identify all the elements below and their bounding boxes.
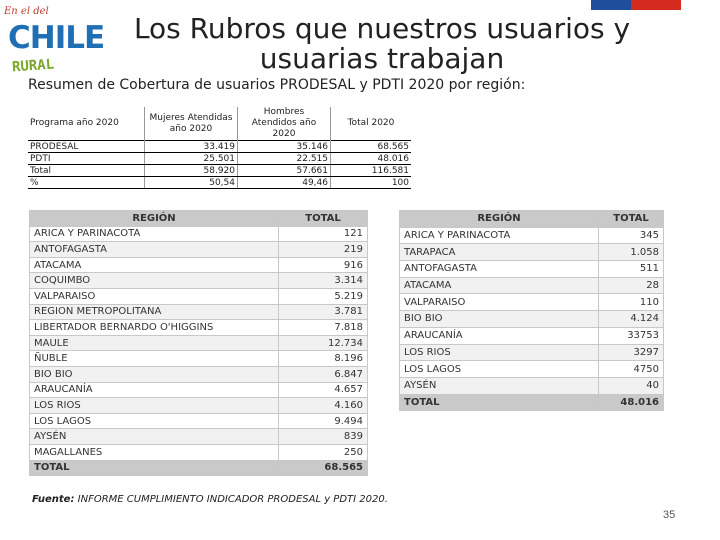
prodesal-total-value: 68.565: [279, 460, 368, 476]
pdti-header-region: REGIÓN: [400, 211, 599, 228]
pdti-region-row-cell: TARAPACA: [400, 244, 599, 261]
source-label: Fuente:: [32, 494, 75, 505]
prodesal-region-row-cell: 9.494: [279, 413, 368, 429]
pdti-region-row: [400, 244, 664, 261]
flag-red-segment: [631, 0, 681, 10]
summary-row-cell: 57.661: [238, 165, 331, 177]
prodesal-region-row-cell: 250: [279, 444, 368, 460]
summary-row-cell: 35.146: [238, 141, 331, 153]
prodesal-region-row-cell: ATACAMA: [30, 257, 279, 273]
summary-row: [28, 153, 411, 165]
prodesal-region-row-cell: MAULE: [30, 335, 279, 351]
prodesal-region-row-cell: LOS RIOS: [30, 398, 279, 414]
summary-row: [28, 165, 411, 177]
summary-row-cell: %: [28, 177, 145, 189]
summary-row-cell: 49,46: [238, 177, 331, 189]
prodesal-region-row-cell: ÑUBLE: [30, 351, 279, 367]
prodesal-region-row: [30, 444, 368, 460]
prodesal-region-row-cell: BIO BIO: [30, 366, 279, 382]
prodesal-region-row: [30, 304, 368, 320]
pdti-region-row-cell: 4.124: [599, 311, 664, 328]
prodesal-region-row-cell: ARICA Y PARINACOTA: [30, 226, 279, 242]
pdti-region-row-cell: 110: [599, 294, 664, 311]
prodesal-region-row-cell: VALPARAISO: [30, 288, 279, 304]
prodesal-region-row-cell: 4.657: [279, 382, 368, 398]
pdti-region-row-cell: ATACAMA: [400, 277, 599, 294]
pdti-region-row-cell: 345: [599, 227, 664, 244]
prodesal-region-row-cell: 6.847: [279, 366, 368, 382]
pdti-region-row: [400, 344, 664, 361]
prodesal-region-table: [29, 210, 368, 476]
logo-sub: RURAL: [11, 56, 55, 76]
prodesal-total-label: TOTAL: [30, 460, 279, 476]
pdti-region-row-cell: AYSÉN: [400, 377, 599, 394]
pdti-region-row-cell: 28: [599, 277, 664, 294]
summary-row-cell: PDTI: [28, 153, 145, 165]
prodesal-region-row: [30, 366, 368, 382]
prodesal-region-row: [30, 398, 368, 414]
pdti-region-row-cell: 3297: [599, 344, 664, 361]
prodesal-region-row: [30, 382, 368, 398]
summary-header-men: Hombres Atendidos año 2020: [238, 107, 331, 141]
prodesal-region-row: [30, 413, 368, 429]
prodesal-region-row: [30, 335, 368, 351]
pdti-region-table: [399, 210, 664, 411]
pdti-region-row: [400, 377, 664, 394]
pdti-region-row: [400, 361, 664, 378]
summary-row-cell: 58.920: [145, 165, 238, 177]
pdti-region-row: [400, 327, 664, 344]
pdti-region-row-cell: 4750: [599, 361, 664, 378]
pdti-region-row-cell: VALPARAISO: [400, 294, 599, 311]
prodesal-region-row-cell: 5.219: [279, 288, 368, 304]
prodesal-region-row: [30, 226, 368, 242]
prodesal-region-row: [30, 273, 368, 289]
prodesal-total-row: [30, 460, 368, 476]
pdti-total-row: [400, 394, 664, 411]
prodesal-region-row-cell: 219: [279, 242, 368, 258]
prodesal-region-row: [30, 320, 368, 336]
page-subtitle: Resumen de Cobertura de usuarios PRODESAL y PDTI 2020 por región:: [28, 77, 526, 93]
source-note: [32, 494, 388, 505]
prodesal-region-row: [30, 351, 368, 367]
prodesal-region-row: [30, 429, 368, 445]
prodesal-region-row: [30, 257, 368, 273]
pdti-region-row-cell: ARAUCANÍA: [400, 327, 599, 344]
prodesal-region-row: [30, 242, 368, 258]
pdti-region-row-cell: LOS LAGOS: [400, 361, 599, 378]
prodesal-region-row-cell: 3.781: [279, 304, 368, 320]
summary-row-cell: 33.419: [145, 141, 238, 153]
prodesal-region-row-cell: 7.818: [279, 320, 368, 336]
pdti-region-row-cell: 33753: [599, 327, 664, 344]
prodesal-region-row-cell: 4.160: [279, 398, 368, 414]
prodesal-region-row-cell: LIBERTADOR BERNARDO O'HIGGINS: [30, 320, 279, 336]
pdti-region-row: [400, 294, 664, 311]
summary-row-cell: 48.016: [331, 153, 412, 165]
prodesal-region-row-cell: ANTOFAGASTA: [30, 242, 279, 258]
flag-blue-segment: [591, 0, 631, 10]
pdti-region-row-cell: 1.058: [599, 244, 664, 261]
pdti-region-row-cell: ANTOFAGASTA: [400, 261, 599, 278]
prodesal-header-row: [30, 211, 368, 227]
prodesal-region-row-cell: REGION METROPOLITANA: [30, 304, 279, 320]
prodesal-region-row-cell: MAGALLANES: [30, 444, 279, 460]
summary-row: [28, 177, 411, 189]
summary-row: [28, 141, 411, 153]
summary-row-cell: 50,54: [145, 177, 238, 189]
summary-header-total: Total 2020: [347, 118, 395, 128]
source-text: INFORME CUMPLIMIENTO INDICADOR PRODESAL y PDTI 2020.: [74, 494, 388, 505]
logo-tagline: En el del: [4, 6, 49, 17]
pdti-region-row: [400, 261, 664, 278]
flag-color-bar: [591, 0, 681, 10]
prodesal-region-row-cell: 12.734: [279, 335, 368, 351]
prodesal-region-row-cell: ARAUCANÍA: [30, 382, 279, 398]
summary-row-cell: 68.565: [331, 141, 412, 153]
pdti-region-row-cell: BIO BIO: [400, 311, 599, 328]
pdti-region-row-cell: 511: [599, 261, 664, 278]
logo-main: CHILE: [8, 20, 105, 56]
prodesal-region-row-cell: 121: [279, 226, 368, 242]
pdti-region-row-cell: ARICA Y PARINACOTA: [400, 227, 599, 244]
prodesal-region-row-cell: 839: [279, 429, 368, 445]
summary-row-cell: 22.515: [238, 153, 331, 165]
prodesal-region-row-cell: 8.196: [279, 351, 368, 367]
prodesal-header-region: REGIÓN: [30, 211, 279, 227]
summary-header-program: Programa año 2020: [28, 107, 145, 141]
summary-row-cell: Total: [28, 165, 145, 177]
prodesal-region-row-cell: 3.314: [279, 273, 368, 289]
summary-row-cell: PRODESAL: [28, 141, 145, 153]
pdti-region-row: [400, 277, 664, 294]
page-number: 35: [663, 509, 676, 521]
summary-row-cell: 116.581: [331, 165, 412, 177]
prodesal-region-row-cell: 916: [279, 257, 368, 273]
pdti-header-total: TOTAL: [599, 211, 664, 228]
summary-row-cell: 100: [331, 177, 412, 189]
pdti-region-row: [400, 227, 664, 244]
pdti-header-row: [400, 211, 664, 228]
page-title: Los Rubros que nuestros usuarios y usuarias trabajan: [133, 12, 631, 75]
chile-rural-logo: [4, 6, 105, 82]
prodesal-region-row: [30, 288, 368, 304]
prodesal-header-total: TOTAL: [279, 211, 368, 227]
summary-row-cell: 25.501: [145, 153, 238, 165]
pdti-total-value: 48.016: [599, 394, 664, 411]
prodesal-region-row-cell: COQUIMBO: [30, 273, 279, 289]
pdti-region-row-cell: 40: [599, 377, 664, 394]
prodesal-region-row-cell: LOS LAGOS: [30, 413, 279, 429]
prodesal-region-row-cell: AYSÉN: [30, 429, 279, 445]
pdti-region-row: [400, 311, 664, 328]
pdti-total-label: TOTAL: [400, 394, 599, 411]
summary-header-row: [28, 107, 411, 141]
summary-header-women: Mujeres Atendidas año 2020: [145, 107, 238, 141]
pdti-region-row-cell: LOS RIOS: [400, 344, 599, 361]
coverage-summary-table: [28, 107, 411, 189]
